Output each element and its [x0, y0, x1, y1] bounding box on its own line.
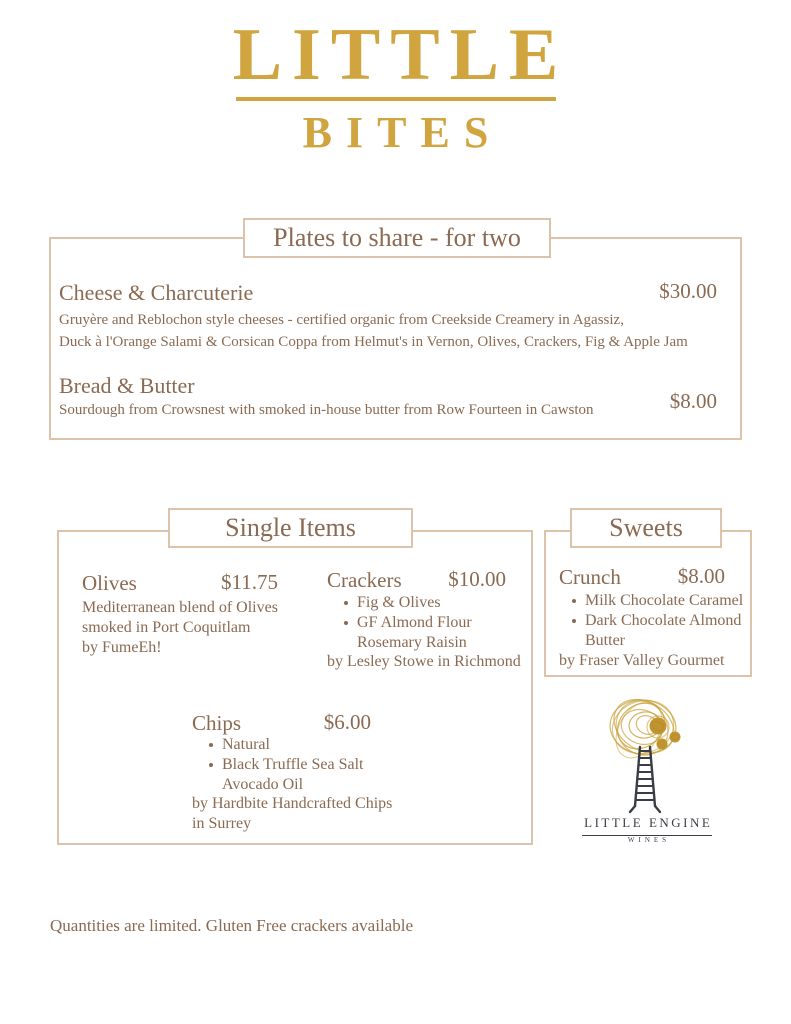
single-items-section-title: Single Items — [168, 508, 413, 548]
bullet-item — [209, 755, 379, 795]
sweets-section-title: Sweets — [570, 508, 722, 548]
bullet-text: Natural — [222, 736, 270, 753]
bullet-item — [572, 611, 744, 651]
item-price-cheese-charcuterie: $30.00 — [659, 279, 717, 303]
brand-divider-rule — [236, 97, 556, 101]
item-name-crackers: Crackers — [327, 568, 402, 592]
item-desc-line: Gruyère and Reblochon style cheeses - certified organic from Creekside Creamery in Agassiz, — [59, 312, 624, 328]
bullet-dot-icon — [344, 601, 348, 605]
winery-name-wrap — [573, 814, 721, 836]
bullet-dot-icon — [572, 599, 576, 603]
brand-header — [0, 16, 791, 155]
winery-name: LITTLE ENGINE — [582, 815, 713, 836]
item-desc-line: Mediterranean blend of Olives — [82, 599, 278, 616]
bullet-dot-icon — [572, 619, 576, 623]
bullet-text: Black Truffle Sea Salt Avocado Oil — [222, 756, 364, 793]
item-desc-line: Sourdough from Crowsnest with smoked in-house butter from Row Fourteen in Cawston — [59, 402, 594, 418]
bullet-item — [209, 735, 379, 755]
item-byline-crunch: by Fraser Valley Gourmet — [559, 652, 725, 669]
brand-title: LITTLE — [232, 14, 569, 96]
item-bullets-chips — [209, 735, 379, 795]
item-name-bread-butter: Bread & Butter — [59, 373, 195, 398]
footer-note: Quantities are limited. Gluten Free crackers available — [50, 916, 413, 935]
plates-section-box — [49, 237, 742, 440]
item-name-olives: Olives — [82, 571, 137, 595]
bullet-dot-icon — [344, 621, 348, 625]
plates-section-title: Plates to share - for two — [243, 218, 551, 258]
item-desc-olives — [82, 598, 278, 658]
item-price-chips: $6.00 — [323, 710, 371, 734]
sweets-section-box — [544, 530, 752, 677]
item-name-chips: Chips — [192, 711, 242, 735]
bullet-item — [344, 613, 494, 653]
item-byline-crackers: by Lesley Stowe in Richmond — [327, 653, 521, 670]
item-bullets-crunch — [572, 591, 744, 651]
item-desc-line: by FumeEh! — [82, 639, 162, 656]
item-desc-line: smoked in Port Coquitlam — [82, 619, 251, 636]
bullet-text: Milk Chocolate Caramel — [585, 592, 744, 609]
bullet-item — [572, 591, 744, 611]
bullet-text: Dark Chocolate Almond Butter — [585, 612, 742, 649]
bullet-text: GF Almond Flour Rosemary Raisin — [357, 614, 472, 651]
item-name-crunch: Crunch — [559, 565, 621, 589]
item-bullets-crackers — [344, 593, 494, 653]
item-price-olives: $11.75 — [221, 570, 278, 594]
item-price-crunch: $8.00 — [677, 564, 725, 588]
bullet-item — [344, 593, 494, 613]
single-items-section-box — [57, 530, 533, 845]
little-engine-wines-logo-icon — [583, 692, 707, 816]
item-name-cheese-charcuterie: Cheese & Charcuterie — [59, 280, 254, 305]
bullet-dot-icon — [209, 743, 213, 747]
item-price-bread-butter: $8.00 — [669, 389, 717, 413]
bullet-text: Fig & Olives — [357, 594, 441, 611]
winery-subname: WINES — [627, 836, 671, 844]
bullet-dot-icon — [209, 763, 213, 767]
item-price-crackers: $10.00 — [448, 567, 506, 591]
brand-subtitle: BITES — [302, 108, 503, 157]
item-byline-chips: by Hardbite Handcrafted Chips in Surrey — [192, 795, 393, 832]
item-desc-line: Duck à l'Orange Salami & Corsican Coppa from Helmut's in Vernon, Olives, Crackers, Fig & Apple Jam — [59, 334, 688, 350]
